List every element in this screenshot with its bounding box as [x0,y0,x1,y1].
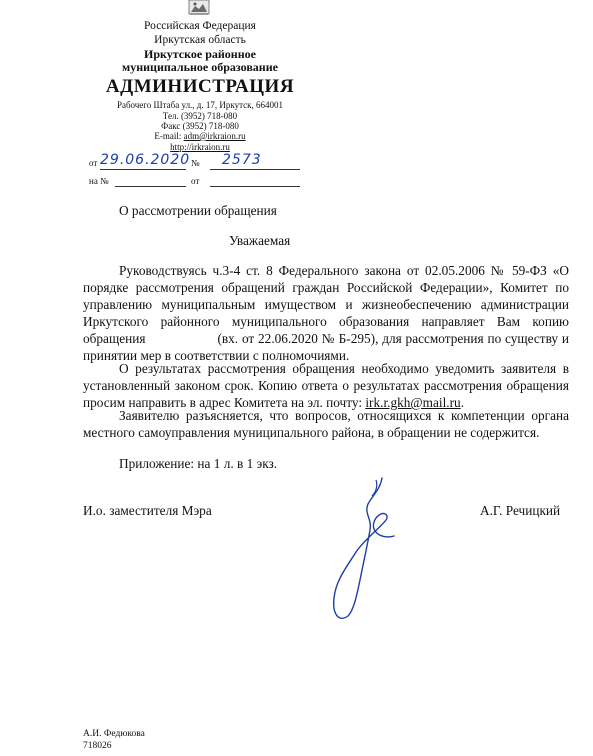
header-district-line2: муниципальное образование [122,60,278,74]
subject-line: О рассмотрении обращения [119,203,277,218]
header-country: Российская Федерация [144,20,256,32]
header-fax: Факс (3952) 718-080 [161,121,239,131]
header-phone: Тел. (3952) 718-080 [162,111,238,121]
header-website-link[interactable]: http://irkraion.ru [170,142,230,152]
header-address: Рабочего Штаба ул., д. 17, Иркутск, 664001 [116,100,284,110]
reg-ref-from-label: от [191,176,200,186]
body-p2-email-link[interactable]: irk.r.gkh@mail.ru [365,395,461,410]
reg-ref-number-line [115,186,186,187]
reg-ref-number-label: на № [89,176,109,186]
header-region: Иркутская область [154,34,246,46]
reg-number-handwritten: 2573 [222,152,262,168]
signature-position: И.о. заместителя Мэра [83,503,212,518]
header-website-line [100,142,300,152]
body-paragraph-2 [83,360,569,411]
header-organization: АДМИНИСТРАЦИЯ [105,76,295,97]
reg-date-line [100,169,186,170]
body-p4-text: Приложение: на 1 л. в 1 экз. [119,456,278,471]
header-district-line1: Иркутское районное [144,47,256,61]
header-email-label: E-mail: [154,131,184,141]
handwritten-signature [320,470,410,630]
footer-executor: А.И. Федюкова [83,729,145,739]
header-email-line [100,131,300,141]
footer-phone: 718026 [83,741,112,751]
body-p2-end: . [460,395,465,410]
salutation: Уважаемая [229,233,291,248]
body-p1-text: Руководствуясь ч.3-4 ст. 8 Федерального закона от 02.05.2006 № 59-ФЗ «О порядке рассмотрения обращений граждан Российской Федерации», Комитет по управлению муниципальным имуществом и жизнеобеспечению администрации Иркутского районного муниципального образования направляет Вам копию обращения [83,263,569,346]
body-p3-text: Заявителю разъясняется, что вопросов, относящихся к компетенции органа местного самоуправления муниципального района, в обращении не содержится. [83,408,569,440]
reg-number-sign: № [191,158,200,168]
header-email-link[interactable]: adm@irkraion.ru [183,131,246,141]
coat-of-arms-emblem [187,0,211,16]
reg-number-line [210,169,300,170]
body-p2-text: О результатах рассмотрения обращения необходимо уведомить заявителя в установленный законом срок. Копию ответа о результатах рассмотрения обращения просим направить в адрес Комитета на эл. почту: [83,361,569,410]
signature-name: А.Г. Речицкий [480,503,561,518]
body-p1-reference: (вх. от 22.06.2020 № Б-295), для рассмотрения по существу и принятии мер в соответствии с полномочиями. [83,331,569,363]
reg-from-label: от [89,158,98,168]
body-paragraph-1 [83,262,569,364]
reg-date-handwritten: 29.06.2020 [100,152,191,168]
reg-ref-date-line [210,186,300,187]
body-paragraph-3 [83,407,569,441]
